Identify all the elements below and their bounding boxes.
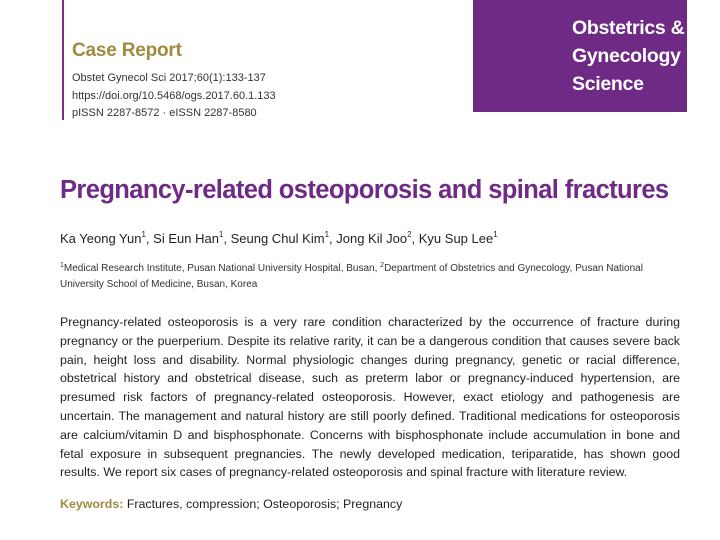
paper-title: Pregnancy-related osteoporosis and spinal fractures — [60, 176, 669, 204]
affiliation-mark: 1 — [60, 262, 64, 269]
keywords-label: Keywords: — [60, 497, 124, 511]
journal-name-line-2: Gynecology — [572, 45, 681, 67]
keywords-text: Fractures, compression; Osteoporosis; Pregnancy — [126, 497, 403, 511]
author-name: Seung Chul Kim — [230, 231, 325, 246]
author-affiliation-mark: 2 — [407, 230, 412, 239]
author-list: Ka Yeong Yun$^1$, Si Eun Han$^1$, Seung Chul Kim$^1$, Jong Kil Joo$^2$, Kyu Sup Lee$^1$ — [60, 230, 498, 246]
doi-link[interactable]: https://doi.org/10.5468/ogs.2017.60.1.133 — [72, 89, 276, 102]
affiliation-mark: 2 — [380, 262, 385, 269]
author-affiliation-mark: 1 — [141, 230, 146, 239]
article-type: Case Report — [72, 40, 182, 61]
keywords — [60, 497, 402, 511]
affiliations — [60, 258, 684, 293]
author-name: Ka Yeong Yun — [60, 231, 142, 246]
issn: pISSN 2287-8572 · eISSN 2287-8580 — [72, 107, 257, 119]
affiliation-2: Department of Obstetrics and Gynecology, Pusan National University School of Medicine, Busan, Korea — [60, 263, 643, 290]
journal-name — [572, 14, 684, 98]
author-affiliation-mark: 1 — [218, 230, 224, 239]
author-name: Jong Kil Joo — [336, 231, 408, 246]
journal-name-line-3: Science — [572, 73, 644, 95]
article-meta — [72, 70, 276, 123]
author-affiliation-mark: 1 — [324, 230, 330, 239]
author-affiliation-mark: 1 — [493, 230, 498, 239]
journal-name-line-1: Obstetrics & — [572, 17, 685, 39]
author-name: Si Eun Han — [153, 231, 219, 246]
header-divider-line — [62, 0, 64, 120]
citation: Obstet Gynecol Sci 2017;60(1):133-137 — [72, 72, 266, 84]
abstract: Pregnancy-related osteoporosis is a very rare condition characterized by the occurrence of fracture during pregnancy or the puerperium. Despite its relative rarity, it can be a dangerous condition that causes severe back pain, height loss and disability. Normal physiologic changes during pregnancy, genetic or racial difference, obstetrical history and obstetrical disease, such as preterm labor or pregnancy-induced hypertension, are presumed risk factors of pregnancy-related osteoporosis. However, exact etiology and pathogenesis are uncertain. The management and natural history are still poorly defined. Traditional medications for osteoporosis are calcium/vitamin D and bisphosphonate. Concerns with bisphosphonate include accumulation in bone and fetal exposure in subsequent pregnancies. The newly developed medication, teriparatide, has shown good results. We report six cases of pregnancy-related osteoporosis and spinal fracture with literature review. — [60, 315, 680, 480]
author-name: Kyu Sup Lee — [418, 231, 494, 246]
affiliation-1: Medical Research Institute, Pusan National University Hospital, Busan, — [63, 263, 381, 274]
